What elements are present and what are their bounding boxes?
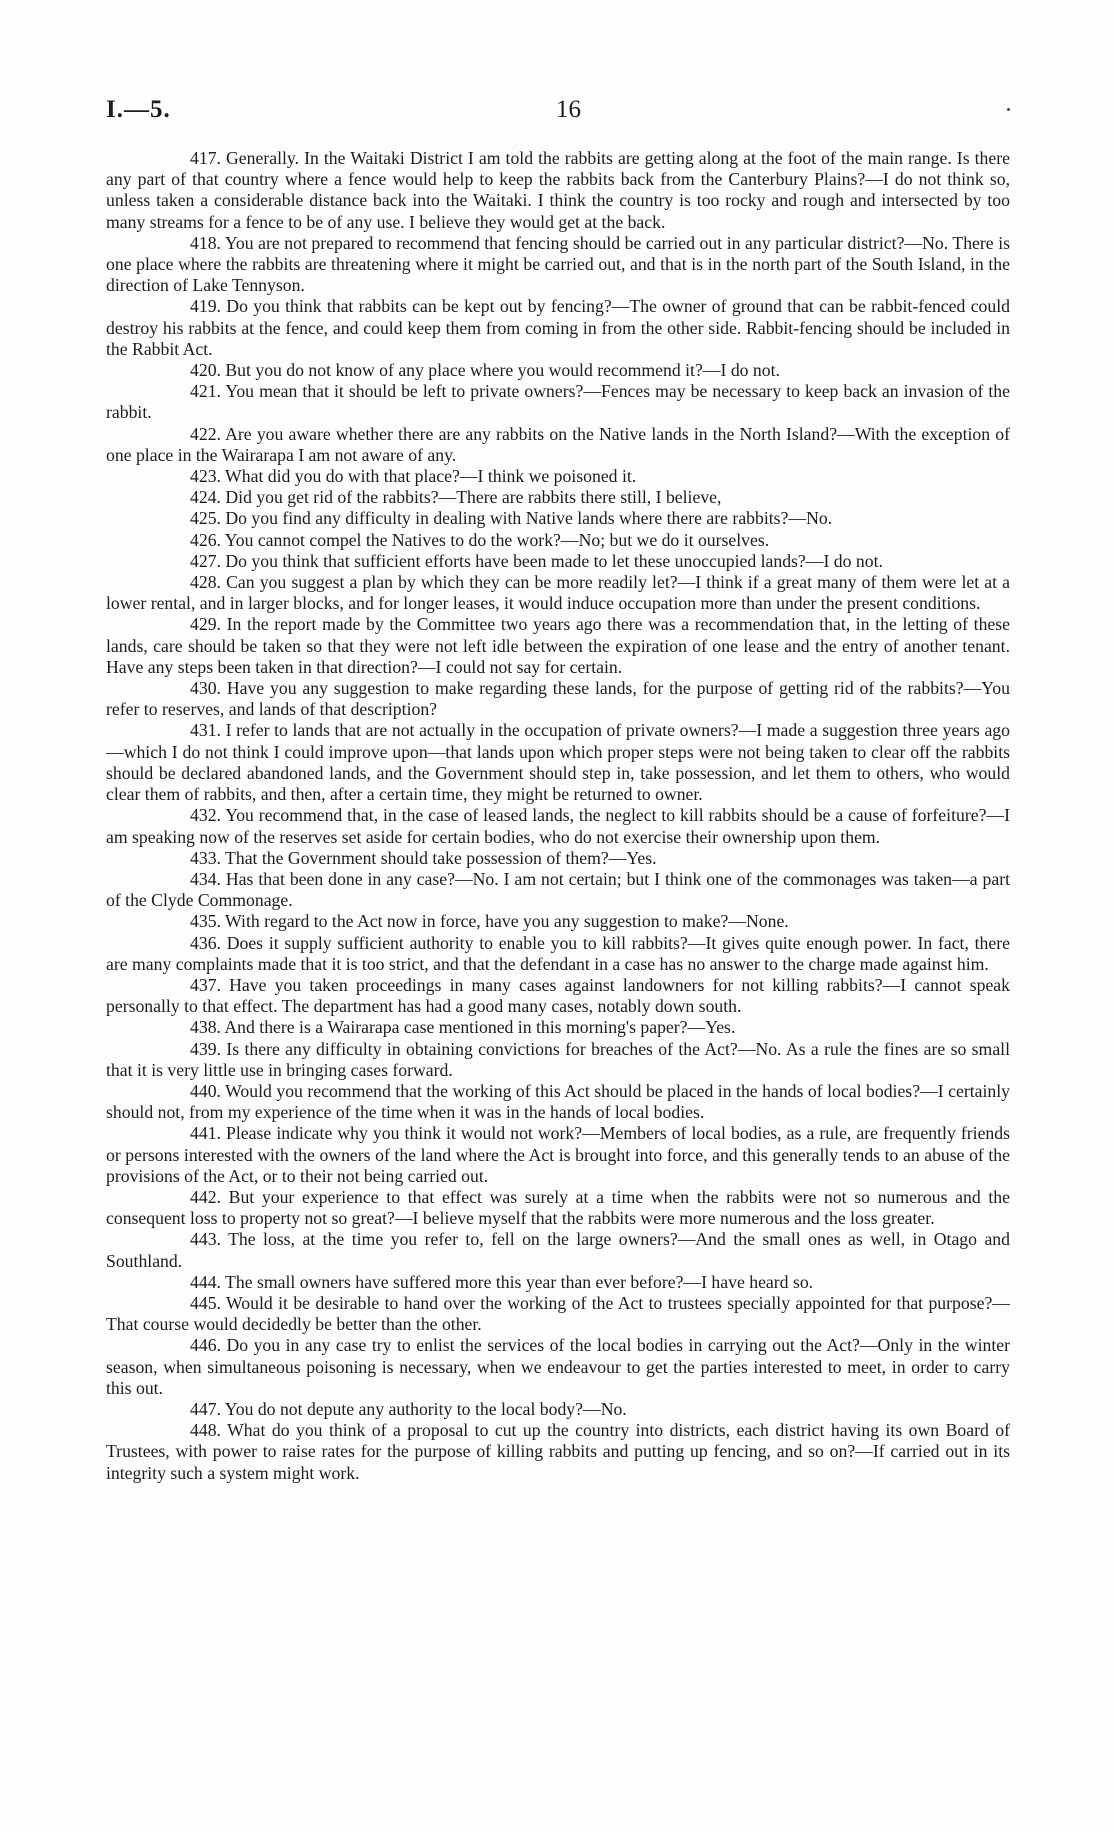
question-439: 439. Is there any difficulty in obtaining convictions for breaches of the Act?—No. As a rule the fines are so small that it is very little use in bringing cases forward. bbox=[106, 1038, 1010, 1080]
question-444: 444. The small owners have suffered more this year than ever before?—I have heard so. bbox=[190, 1271, 814, 1292]
page-number: 16 bbox=[556, 96, 581, 123]
question-433: 433. That the Government should take possession of them?—Yes. bbox=[190, 847, 657, 868]
question-447: 447. You do not depute any authority to the local body?—No. bbox=[190, 1398, 627, 1419]
question-427: 427. Do you think that sufficient efforts have been made to let these unoccupied lands?—I do not. bbox=[190, 550, 883, 571]
question-423: 423. What did you do with that place?—I think we poisoned it. bbox=[190, 466, 637, 487]
question-442: 442. But your experience to that effect was surely at a time when the rabbits were not so numerous and the consequent loss to property not so great?—I believe myself that the rabbits were more numerous and the loss greater. bbox=[106, 1186, 1010, 1229]
question-428: 428. Can you suggest a plan by which they can be more readily let?—I think if a great many of them were let at a lower rental, and in larger blocks, and for longer leases, it would induce occupation more than under the present conditions. bbox=[106, 572, 1010, 614]
question-438: 438. And there is a Wairarapa case mentioned in this morning's paper?—Yes. bbox=[190, 1017, 736, 1038]
question-417: 417. Generally. In the Waitaki District I am told the rabbits are getting along at the foot of the main range. Is there any part of that country where a fence would help to keep the rabbits back from the Canterbury Plains?—I do not think so, unless taken a considerable distance back into the Waitaki. I think the country is too rocky and rough and intersected by too many streams for a fence to be of any use. I believe they would get at the back. bbox=[106, 148, 1010, 232]
question-429: 429. In the report made by the Committee two years ago there was a recommendation that, in the letting of these lands, care should be taken so that they were not left idle between the expiration of one lease and the entry of another tenant. Have any steps been taken in that direction?—I could not say for certain. bbox=[106, 614, 1010, 677]
question-425: 425. Do you find any difficulty in dealing with Native lands where there are rabbits?—No. bbox=[190, 508, 833, 529]
page-header bbox=[106, 96, 1010, 136]
question-431: 431. I refer to lands that are not actually in the occupation of private owners?—I made a suggestion three years ago—which I do not think I could improve upon—that lands upon which proper steps were not being taken to clear off the rabbits should be declared abandoned lands, and the Government should step in, take possession, and let them to others, who would clear them of rabbits, and then, after a certain time, they might be returned to owner. bbox=[106, 720, 1010, 805]
question-434: 434. Has that been done in any case?—No. I am not certain; but I think one of the commonages was taken—a part of the Clyde Commonage. bbox=[106, 868, 1010, 911]
question-420: 420. But you do not know of any place where you would recommend it?—I do not. bbox=[190, 360, 780, 381]
question-422: 422. Are you aware whether there are any rabbits on the Native lands in the North Island?—With the exception of one place in the Wairarapa I am not aware of any. bbox=[106, 423, 1010, 465]
question-426: 426. You cannot compel the Natives to do the work?—No; but we do it ourselves. bbox=[190, 529, 770, 550]
question-419: 419. Do you think that rabbits can be kept out by fencing?—The owner of ground that can be rabbit-fenced could destroy his rabbits at the fence, and could keep them from coming in from the other side. Rabbit-fencing should be included in the Rabbit Act. bbox=[106, 296, 1010, 359]
page-body bbox=[106, 148, 1010, 1484]
question-432: 432. You recommend that, in the case of leased lands, the neglect to kill rabbits should be a cause of forfeiture?—I am speaking now of the reserves set aside for certain bodies, who do not exercise their ownership upon them. bbox=[106, 805, 1010, 847]
question-448: 448. What do you think of a proposal to cut up the country into districts, each district having its own Board of Trustees, with power to raise rates for the purpose of killing rabbits and putting up fencing, and so on?—If carried out in its integrity such a system might work. bbox=[106, 1420, 1010, 1483]
question-435: 435. With regard to the Act now in force, have you any suggestion to make?—None. bbox=[190, 911, 789, 932]
question-441: 441. Please indicate why you think it would not work?—Members of local bodies, as a rule, are frequently friends or persons interested with the owners of the land where the Act is brought into force, and this generally tends to an abuse of the provisions of the Act, or to their not being carried out. bbox=[106, 1123, 1010, 1186]
question-446: 446. Do you in any case try to enlist the services of the local bodies in carrying out the Act?—Only in the winter season, when simultaneous poisoning is necessary, when we endeavour to get the parties interested to meet, in order to carry this out. bbox=[106, 1335, 1010, 1398]
question-424: 424. Did you get rid of the rabbits?—There are rabbits there still, I believe, bbox=[190, 487, 722, 508]
question-437: 437. Have you taken proceedings in many cases against landowners for not killing rabbits?—I cannot speak personally to that effect. The department has had a good many cases, notably down south. bbox=[106, 974, 1010, 1017]
question-436: 436. Does it supply sufficient authority to enable you to kill rabbits?—It gives quite enough power. In fact, there are many complaints made that it is too strict, and that the defendant in a case has no answer to the charge made against him. bbox=[106, 932, 1010, 974]
question-418: 418. You are not prepared to recommend that fencing should be carried out in any particular district?—No. There is one place where the rabbits are threatening where it might be carried out, and that is in the north part of the South Island, in the direction of Lake Tennyson. bbox=[106, 232, 1010, 296]
question-421: 421. You mean that it should be left to private owners?—Fences may be necessary to keep back an invasion of the rabbit. bbox=[106, 381, 1010, 423]
question-443: 443. The loss, at the time you refer to, fell on the large owners?—And the small ones as well, in Otago and Southland. bbox=[106, 1229, 1010, 1271]
decorative-dot bbox=[1007, 108, 1010, 111]
document-reference: I.—5. bbox=[106, 96, 171, 123]
question-440: 440. Would you recommend that the working of this Act should be placed in the hands of local bodies?—I certainly should not, from my experience of the time when it was in the hands of local bodies. bbox=[106, 1080, 1010, 1123]
question-445: 445. Would it be desirable to hand over the working of the Act to trustees specially appointed for that purpose?—That course would decidedly be better than the other. bbox=[106, 1292, 1010, 1335]
question-430: 430. Have you any suggestion to make regarding these lands, for the purpose of getting rid of the rabbits?—You refer to reserves, and lands of that description? bbox=[106, 678, 1010, 720]
